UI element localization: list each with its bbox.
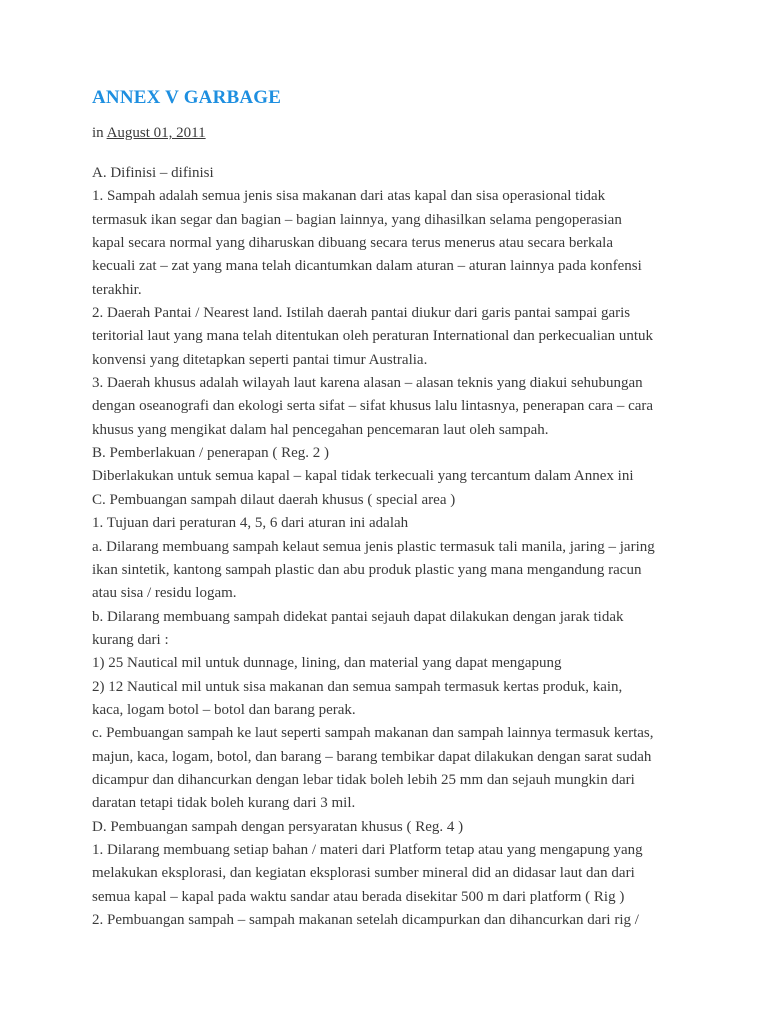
body-line: melakukan eksplorasi, dan kegiatan eksplorasi sumber mineral did an didasar laut dan dari [92,865,635,882]
body-line: konvensi yang ditetapkan seperti pantai timur Australia. [92,351,428,368]
body-line: semua kapal – kapal pada waktu sandar atau berada disekitar 500 m dari platform ( Rig ) [92,888,625,905]
body-line: c. Pembuangan sampah ke laut seperti sampah makanan dan sampah lainnya termasuk kertas, [92,725,654,742]
body-line: majun, kaca, logam, botol, dan barang – barang tembikar dapat dilakukan dengan sarat sudah [92,748,652,765]
body-line: B. Pemberlakuan / penerapan ( Reg. 2 ) [92,445,330,462]
body-line: Diberlakukan untuk semua kapal – kapal tidak terkecuali yang tercantum dalam Annex ini [92,468,634,485]
article-body [92,162,692,932]
body-line: 1. Tujuan dari peraturan 4, 5, 6 dari aturan ini adalah [92,515,409,532]
body-line: ikan sintetik, kantong sampah plastic dan abu produk plastic yang mana mengandung racun [92,561,642,578]
body-line: kaca, logam botol – botol dan barang perak. [92,701,356,718]
body-line: khusus yang mengikat dalam hal pencegahan pencemaran laut oleh sampah. [92,421,549,438]
body-line: dicampur dan dihancurkan dengan lebar tidak boleh lebih 25 mm dan sejauh mungkin dari [92,771,635,788]
posted-date-link[interactable]: August 01, 2011 [106,125,206,141]
body-line: daratan tetapi tidak boleh kurang dari 3 mil. [92,795,356,812]
body-line: kapal secara normal yang diharuskan dibuang secara terus menerus atau secara berkala [92,235,614,252]
post-meta [92,122,206,144]
body-line: atau sisa / residu logam. [92,585,237,602]
body-line: kurang dari : [92,631,169,648]
body-line: 1) 25 Nautical mil untuk dunnage, lining, dan material yang dapat mengapung [92,655,562,672]
body-line: A. Difinisi – difinisi [92,165,214,181]
article-title: ANNEX V GARBAGE [92,87,282,108]
body-line: 1. Sampah adalah semua jenis sisa makanan dari atas kapal dan sisa operasional tidak [92,188,606,205]
body-line: D. Pembuangan sampah dengan persyaratan khusus ( Reg. 4 ) [92,818,464,835]
body-line: 1. Dilarang membuang setiap bahan / materi dari Platform tetap atau yang mengapung yang [92,841,643,858]
body-line: 2) 12 Nautical mil untuk sisa makanan dan semua sampah termasuk kertas produk, kain, [92,678,623,695]
body-line: a. Dilarang membuang sampah kelaut semua jenis plastic termasuk tali manila, jaring – jaring [92,538,655,555]
body-line: kecuali zat – zat yang mana telah dicantumkan dalam aturan – aturan lainnya pada konfensi [92,258,642,275]
body-line: C. Pembuangan sampah dilaut daerah khusus ( special area ) [92,491,456,508]
body-line: 2. Pembuangan sampah – sampah makanan setelah dicampurkan dan dihancurkan dari rig / [92,912,639,928]
body-line: 3. Daerah khusus adalah wilayah laut karena alasan – alasan teknis yang diakui sehubungan [92,375,643,392]
body-line: terakhir. [92,281,142,298]
body-line: teritorial laut yang mana telah ditentukan oleh peraturan International dan perkecualian untuk [92,328,654,345]
body-line: termasuk ikan segar dan bagian – bagian lainnya, yang dihasilkan selama pengoperasian [92,211,622,228]
body-line: dengan oseanografi dan ekologi serta sifat – sifat khusus lalu lintasnya, penerapan cara – cara [92,398,654,415]
body-line: b. Dilarang membuang sampah didekat pantai sejauh dapat dilakukan dengan jarak tidak [92,608,624,625]
posted-prefix: in [92,125,107,141]
body-line: 2. Daerah Pantai / Nearest land. Istilah daerah pantai diukur dari garis pantai sampai garis [92,305,631,322]
